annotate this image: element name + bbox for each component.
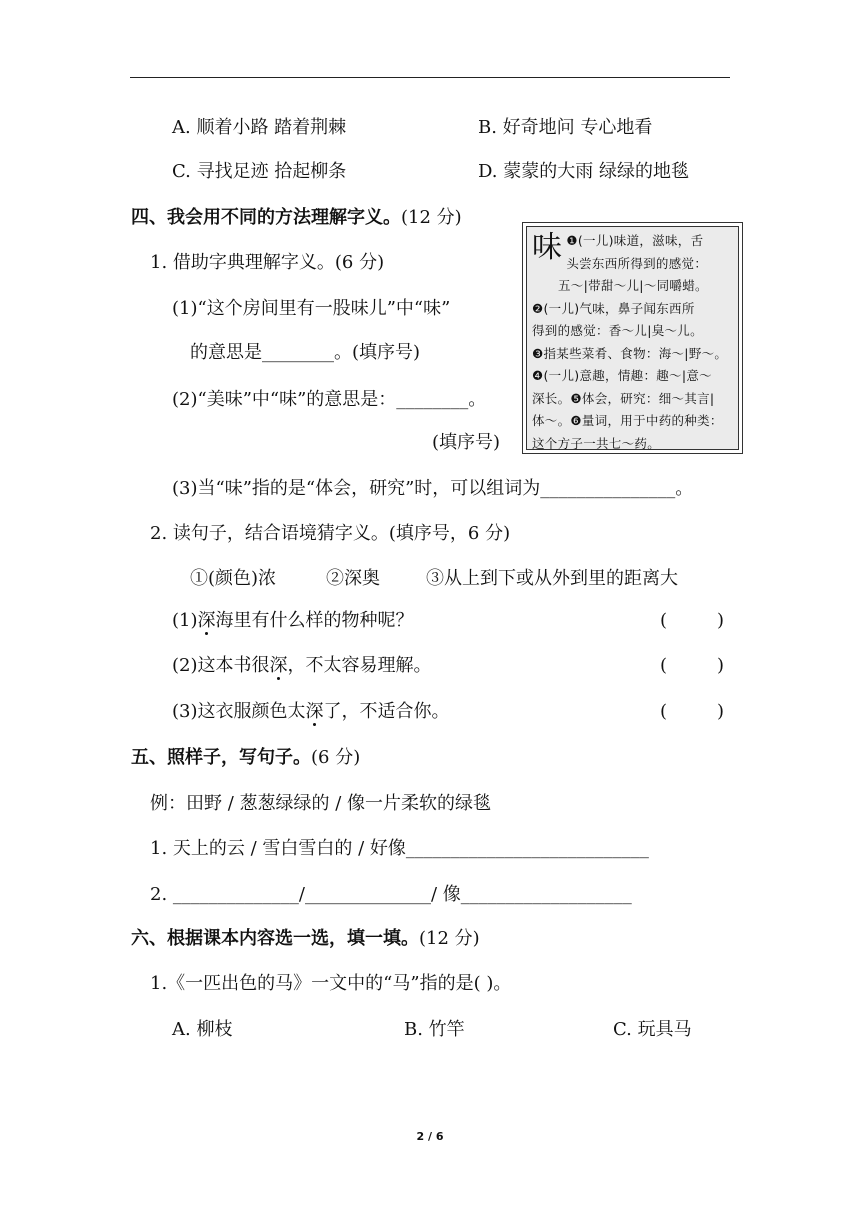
option-b: B. 好奇地问 专心地看 (478, 117, 653, 138)
section4-score: (12 分) (401, 207, 462, 228)
sentence-3-post: 了，不适合你。 (323, 701, 450, 722)
section6-q1: 1.《一匹出色的马》一文中的“马”指的是( )。 (150, 973, 512, 994)
answer-blank-3[interactable] (660, 700, 724, 724)
section4-q1-2b: (填序号) (432, 432, 501, 453)
dictionary-line: ❹(一儿)意趣，情趣：趣～|意～ (532, 368, 712, 383)
paren-close: ) (716, 610, 724, 631)
section4-q1-1b: 的意思是________。(填序号) (190, 342, 421, 363)
sentence-2-pre: (2)这本书很 (172, 655, 270, 676)
dictionary-line: ❶(一儿)味道，滋味，舌 (566, 233, 704, 248)
page-number: 2 / 6 (416, 1130, 444, 1143)
section4-q1-2a: (2)“美味”中“味”的意思是：________。 (172, 389, 487, 410)
section4-q1: 1. 借助字典理解字义。(6 分) (150, 252, 385, 273)
meaning-option-1: ①(颜色)浓 (190, 568, 277, 589)
dictionary-line: ❷(一儿)气味，鼻子闻东西所 (532, 300, 695, 316)
section5-title: 五、照样子，写句子。 (131, 747, 311, 768)
header-rule (130, 77, 730, 78)
paren-open: ( (660, 655, 668, 676)
section5-heading (131, 746, 360, 770)
dictionary-line: 五～|带甜～儿|～同嚼蜡。 (558, 278, 708, 293)
dotted-char: 深 (197, 610, 216, 631)
section6-option-b: B. 竹竿 (404, 1019, 465, 1040)
sentence-3-pre: (3)这衣服颜色太 (172, 701, 306, 722)
paren-open: ( (660, 701, 668, 722)
paren-close: ) (716, 655, 724, 676)
paren-open: ( (660, 610, 668, 631)
dotted-char: 深 (269, 655, 288, 676)
option-a: A. 顺着小路 踏着荆棘 (172, 117, 347, 138)
answer-blank-2[interactable] (660, 654, 724, 678)
paren-close: ) (716, 701, 724, 722)
section6-title: 六、根据课本内容选一选，填一填。 (131, 928, 419, 949)
dictionary-char: 味 (532, 230, 563, 265)
section6-score: (12 分) (419, 928, 480, 949)
section4-title: 四、我会用不同的方法理解字义。 (131, 207, 401, 228)
dictionary-line: 体～。❻量词，用于中药的种类： (532, 413, 723, 428)
dictionary-entry (526, 226, 739, 450)
section6-heading (131, 927, 480, 951)
section4-heading (131, 206, 462, 230)
meaning-option-3: ③从上到下或从外到里的距离大 (426, 568, 678, 589)
section4-q2: 2. 读句子，结合语境猜字义。(填序号，6 分) (150, 523, 511, 544)
section5-q1: 1. 天上的云 / 雪白雪白的 / 好像___________________________ (150, 838, 649, 859)
meaning-option-2: ②深奥 (326, 568, 380, 589)
sentence-1 (172, 609, 414, 633)
section5-example: 例：田野 / 葱葱绿绿的 / 像一片柔软的绿毯 (150, 793, 492, 814)
sentence-2 (172, 654, 432, 678)
section4-q1-1a: (1)“这个房间里有一股味儿”中“味” (172, 298, 451, 319)
sentence-2-post: ，不太容易理解。 (287, 655, 432, 676)
sentence-1-pre: (1) (172, 610, 198, 631)
option-c: C. 寻找足迹 拾起柳条 (172, 161, 347, 182)
dictionary-line: 得到的感觉：香～儿|臭～儿。 (532, 323, 703, 338)
section6-option-c: C. 玩具马 (613, 1019, 692, 1040)
dictionary-line: ❸指某些菜肴、食物：海～|野～。 (532, 345, 728, 361)
sentence-1-post: 海里有什么样的物种呢？ (215, 610, 414, 631)
answer-blank-1[interactable] (660, 609, 724, 633)
option-d: D. 蒙蒙的大雨 绿绿的地毯 (478, 161, 689, 182)
section4-q1-3: (3)当“味”指的是“体会，研究”时，可以组词为_______________。 (172, 478, 694, 499)
sentence-3 (172, 700, 450, 724)
section6-option-a: A. 柳枝 (172, 1019, 233, 1040)
dictionary-entry-box (522, 222, 743, 454)
dictionary-line: 这个方子一共七～药。 (532, 435, 661, 451)
dotted-char: 深 (305, 701, 324, 722)
section5-q2: 2. ______________/______________/ 像___________________ (150, 884, 632, 905)
section5-score: (6 分) (311, 747, 361, 768)
dictionary-line: 头尝东西所得到的感觉： (566, 255, 708, 271)
dictionary-line: 深长。❺体会，研究：细～其言| (532, 390, 715, 406)
